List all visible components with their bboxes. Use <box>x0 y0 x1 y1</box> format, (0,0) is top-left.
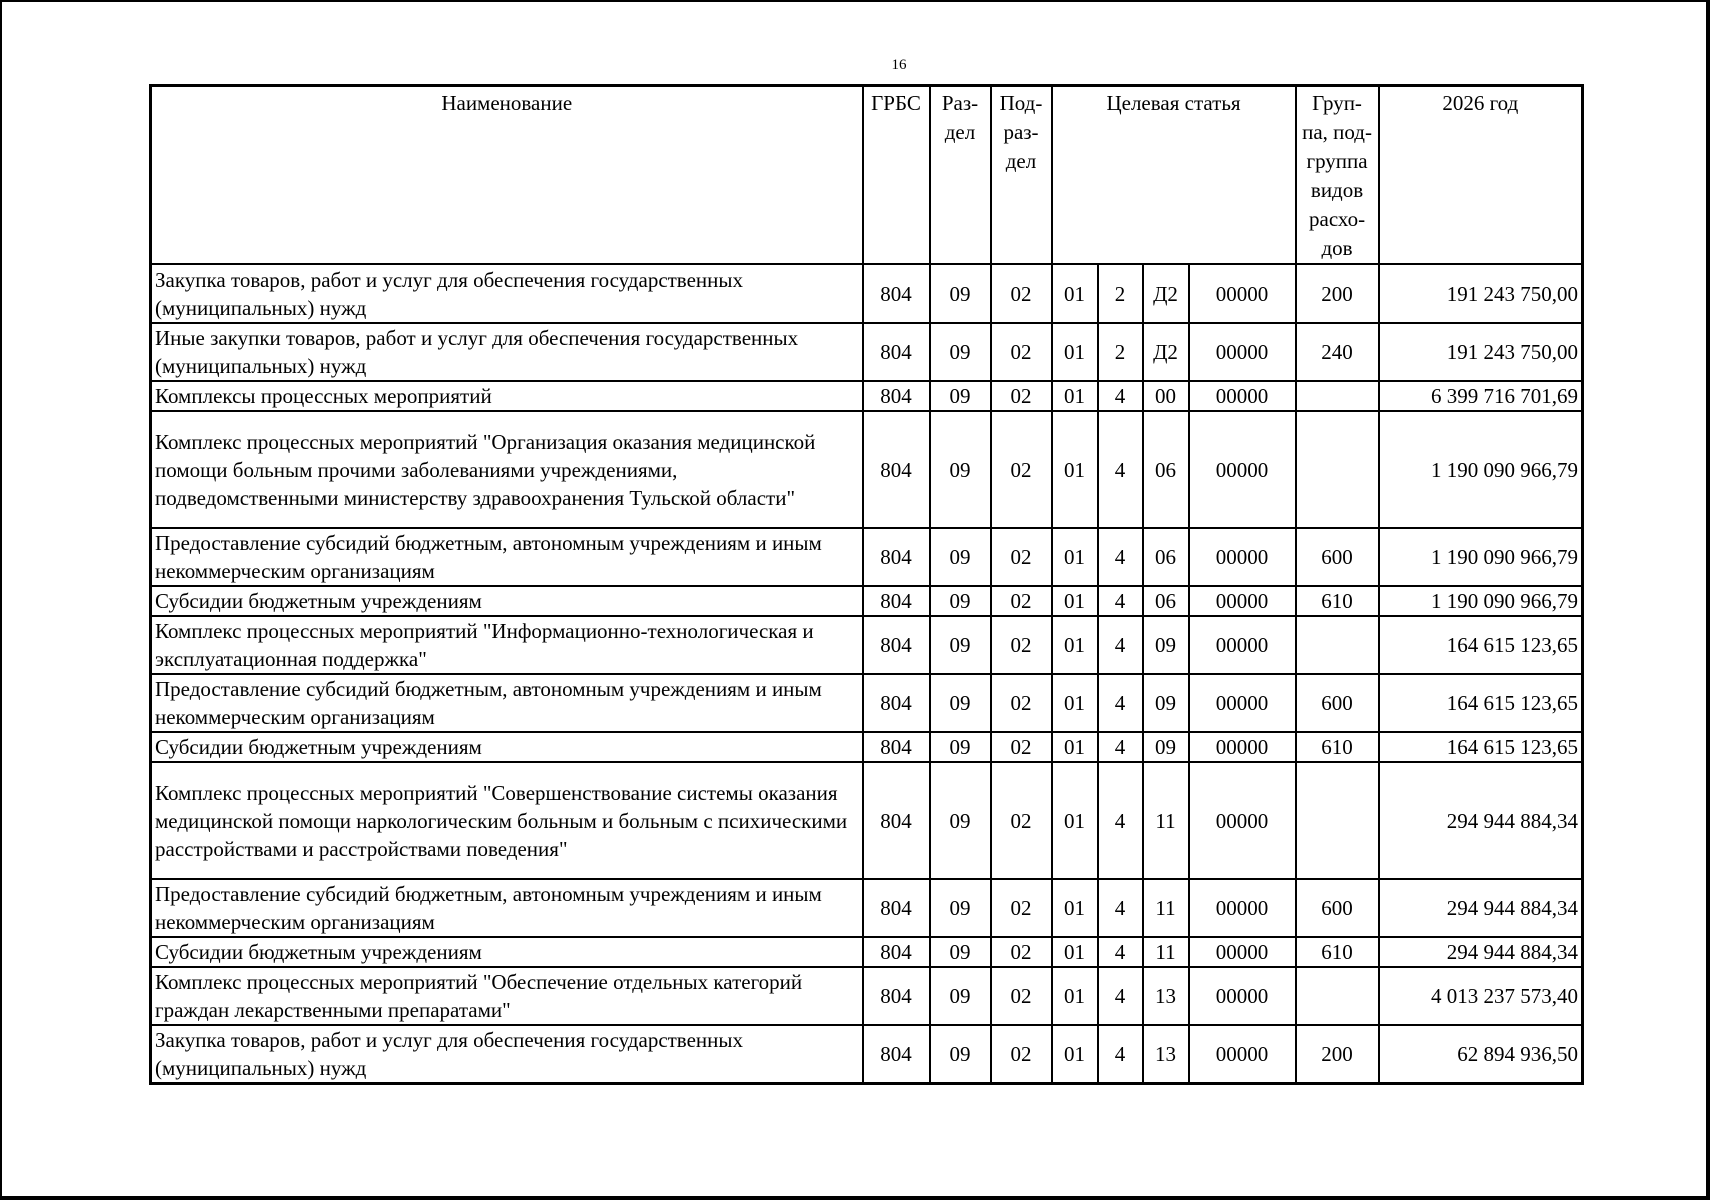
row-razdel: 09 <box>930 1025 991 1084</box>
row-expense-group: 600 <box>1296 879 1379 937</box>
row-target-program: 01 <box>1052 762 1098 879</box>
row-razdel: 09 <box>930 732 991 762</box>
row-name: Предоставление субсидий бюджетным, автономным учреждениям и иным некоммерческим организациям <box>151 879 863 937</box>
table-row <box>151 381 1583 411</box>
row-grbs: 804 <box>863 732 930 762</box>
row-amount: 1 190 090 966,79 <box>1379 411 1583 528</box>
row-target-type: 4 <box>1098 937 1143 967</box>
table-row <box>151 674 1583 732</box>
row-target-program: 01 <box>1052 264 1098 323</box>
row-razdel: 09 <box>930 411 991 528</box>
row-podrazdel: 02 <box>991 528 1052 586</box>
row-target-structure: 06 <box>1143 586 1189 616</box>
row-podrazdel: 02 <box>991 616 1052 674</box>
row-amount: 164 615 123,65 <box>1379 674 1583 732</box>
row-razdel: 09 <box>930 323 991 381</box>
row-amount: 191 243 750,00 <box>1379 323 1583 381</box>
scan-border-left <box>0 0 2 1200</box>
row-razdel: 09 <box>930 381 991 411</box>
scan-border-top <box>0 0 1710 2</box>
row-name: Комплексы процессных мероприятий <box>151 381 863 411</box>
row-podrazdel: 02 <box>991 762 1052 879</box>
budget-table <box>149 84 1584 1085</box>
row-grbs: 804 <box>863 586 930 616</box>
row-target-type: 4 <box>1098 879 1143 937</box>
row-expense-group <box>1296 762 1379 879</box>
row-name: Субсидии бюджетным учреждениям <box>151 937 863 967</box>
row-target-program: 01 <box>1052 411 1098 528</box>
row-razdel: 09 <box>930 967 991 1025</box>
table-row <box>151 264 1583 323</box>
header-target-article: Целевая статья <box>1052 86 1296 265</box>
row-target-structure: 00 <box>1143 381 1189 411</box>
row-amount: 164 615 123,65 <box>1379 732 1583 762</box>
row-target-program: 01 <box>1052 586 1098 616</box>
row-grbs: 804 <box>863 264 930 323</box>
row-target-type: 4 <box>1098 967 1143 1025</box>
row-target-direction: 00000 <box>1189 674 1296 732</box>
row-target-direction: 00000 <box>1189 1025 1296 1084</box>
row-expense-group: 240 <box>1296 323 1379 381</box>
row-target-program: 01 <box>1052 616 1098 674</box>
row-grbs: 804 <box>863 1025 930 1084</box>
row-podrazdel: 02 <box>991 323 1052 381</box>
header-grbs: ГРБС <box>863 86 930 265</box>
row-razdel: 09 <box>930 937 991 967</box>
row-podrazdel: 02 <box>991 967 1052 1025</box>
row-expense-group: 610 <box>1296 937 1379 967</box>
row-target-program: 01 <box>1052 674 1098 732</box>
row-expense-group: 610 <box>1296 732 1379 762</box>
row-name: Комплекс процессных мероприятий "Информационно-технологическая и эксплуатационная поддержка" <box>151 616 863 674</box>
table-header-row <box>151 86 1583 265</box>
row-expense-group: 200 <box>1296 1025 1379 1084</box>
row-target-program: 01 <box>1052 732 1098 762</box>
row-razdel: 09 <box>930 674 991 732</box>
row-grbs: 804 <box>863 762 930 879</box>
row-podrazdel: 02 <box>991 264 1052 323</box>
row-target-direction: 00000 <box>1189 616 1296 674</box>
row-target-direction: 00000 <box>1189 967 1296 1025</box>
row-razdel: 09 <box>930 879 991 937</box>
row-razdel: 09 <box>930 616 991 674</box>
row-grbs: 804 <box>863 937 930 967</box>
row-target-structure: 13 <box>1143 1025 1189 1084</box>
row-target-structure: 06 <box>1143 411 1189 528</box>
row-target-direction: 00000 <box>1189 381 1296 411</box>
row-expense-group: 200 <box>1296 264 1379 323</box>
row-name: Субсидии бюджетным учреждениям <box>151 732 863 762</box>
row-expense-group: 610 <box>1296 586 1379 616</box>
row-target-structure: 13 <box>1143 967 1189 1025</box>
row-target-program: 01 <box>1052 381 1098 411</box>
row-target-direction: 00000 <box>1189 937 1296 967</box>
row-target-type: 4 <box>1098 616 1143 674</box>
row-target-type: 4 <box>1098 762 1143 879</box>
row-amount: 294 944 884,34 <box>1379 937 1583 967</box>
row-target-direction: 00000 <box>1189 879 1296 937</box>
row-podrazdel: 02 <box>991 937 1052 967</box>
table-body <box>151 264 1583 1084</box>
row-name: Комплекс процессных мероприятий "Совершенствование системы оказания медицинской помощи наркологическим больным и больным с психическими расстройствами и расстройствами поведения" <box>151 762 863 879</box>
row-target-direction: 00000 <box>1189 528 1296 586</box>
row-grbs: 804 <box>863 616 930 674</box>
table-row <box>151 1025 1583 1084</box>
row-target-type: 4 <box>1098 674 1143 732</box>
row-grbs: 804 <box>863 967 930 1025</box>
row-grbs: 804 <box>863 674 930 732</box>
row-target-program: 01 <box>1052 1025 1098 1084</box>
row-grbs: 804 <box>863 381 930 411</box>
row-expense-group <box>1296 381 1379 411</box>
row-podrazdel: 02 <box>991 1025 1052 1084</box>
row-razdel: 09 <box>930 528 991 586</box>
table-row <box>151 411 1583 528</box>
row-target-type: 4 <box>1098 381 1143 411</box>
row-name: Иные закупки товаров, работ и услуг для обеспечения государственных (муниципальных) нужд <box>151 323 863 381</box>
table-row <box>151 879 1583 937</box>
row-expense-group: 600 <box>1296 674 1379 732</box>
header-podrazdel: Под- раз- дел <box>991 86 1052 265</box>
table-row <box>151 937 1583 967</box>
row-target-structure: 11 <box>1143 937 1189 967</box>
row-grbs: 804 <box>863 411 930 528</box>
scan-border-bottom <box>0 1196 1710 1200</box>
row-expense-group <box>1296 411 1379 528</box>
row-grbs: 804 <box>863 323 930 381</box>
row-target-type: 2 <box>1098 323 1143 381</box>
table-row <box>151 732 1583 762</box>
header-year: 2026 год <box>1379 86 1583 265</box>
row-target-direction: 00000 <box>1189 323 1296 381</box>
row-amount: 294 944 884,34 <box>1379 762 1583 879</box>
row-target-type: 4 <box>1098 586 1143 616</box>
table-row <box>151 586 1583 616</box>
row-target-structure: Д2 <box>1143 323 1189 381</box>
row-amount: 1 190 090 966,79 <box>1379 586 1583 616</box>
row-name: Субсидии бюджетным учреждениям <box>151 586 863 616</box>
row-target-structure: 09 <box>1143 616 1189 674</box>
row-name: Закупка товаров, работ и услуг для обеспечения государственных (муниципальных) нужд <box>151 1025 863 1084</box>
row-grbs: 804 <box>863 879 930 937</box>
table-row <box>151 323 1583 381</box>
row-target-direction: 00000 <box>1189 732 1296 762</box>
row-target-direction: 00000 <box>1189 264 1296 323</box>
row-target-type: 2 <box>1098 264 1143 323</box>
row-target-direction: 00000 <box>1189 586 1296 616</box>
row-amount: 4 013 237 573,40 <box>1379 967 1583 1025</box>
row-target-type: 4 <box>1098 411 1143 528</box>
row-amount: 191 243 750,00 <box>1379 264 1583 323</box>
row-target-program: 01 <box>1052 323 1098 381</box>
scan-border-right <box>1706 0 1710 1200</box>
page-number: 16 <box>891 57 907 73</box>
row-podrazdel: 02 <box>991 411 1052 528</box>
row-razdel: 09 <box>930 586 991 616</box>
row-grbs: 804 <box>863 528 930 586</box>
table-row <box>151 967 1583 1025</box>
row-expense-group <box>1296 967 1379 1025</box>
header-razdel: Раз- дел <box>930 86 991 265</box>
row-podrazdel: 02 <box>991 732 1052 762</box>
row-target-direction: 00000 <box>1189 762 1296 879</box>
row-razdel: 09 <box>930 264 991 323</box>
row-target-structure: 09 <box>1143 674 1189 732</box>
row-target-structure: 06 <box>1143 528 1189 586</box>
row-name: Предоставление субсидий бюджетным, автономным учреждениям и иным некоммерческим организациям <box>151 674 863 732</box>
row-amount: 6 399 716 701,69 <box>1379 381 1583 411</box>
row-name: Комплекс процессных мероприятий "Организация оказания медицинской помощи больным прочими заболеваниями учреждениями, подведомственными министерству здравоохранения Тульской области" <box>151 411 863 528</box>
row-expense-group <box>1296 616 1379 674</box>
row-amount: 164 615 123,65 <box>1379 616 1583 674</box>
row-podrazdel: 02 <box>991 879 1052 937</box>
row-amount: 1 190 090 966,79 <box>1379 528 1583 586</box>
table-row <box>151 616 1583 674</box>
row-name: Закупка товаров, работ и услуг для обеспечения государственных (муниципальных) нужд <box>151 264 863 323</box>
row-target-structure: 09 <box>1143 732 1189 762</box>
row-target-program: 01 <box>1052 528 1098 586</box>
table-row <box>151 762 1583 879</box>
row-target-program: 01 <box>1052 937 1098 967</box>
row-target-structure: 11 <box>1143 879 1189 937</box>
row-target-structure: Д2 <box>1143 264 1189 323</box>
row-amount: 294 944 884,34 <box>1379 879 1583 937</box>
row-podrazdel: 02 <box>991 586 1052 616</box>
header-name: Наименование <box>151 86 863 265</box>
row-name: Предоставление субсидий бюджетным, автономным учреждениям и иным некоммерческим организациям <box>151 528 863 586</box>
row-target-structure: 11 <box>1143 762 1189 879</box>
row-target-program: 01 <box>1052 879 1098 937</box>
row-expense-group: 600 <box>1296 528 1379 586</box>
row-podrazdel: 02 <box>991 674 1052 732</box>
row-name: Комплекс процессных мероприятий "Обеспечение отдельных категорий граждан лекарственными препаратами" <box>151 967 863 1025</box>
row-target-type: 4 <box>1098 732 1143 762</box>
row-target-program: 01 <box>1052 967 1098 1025</box>
row-razdel: 09 <box>930 762 991 879</box>
table-row <box>151 528 1583 586</box>
row-podrazdel: 02 <box>991 381 1052 411</box>
row-target-type: 4 <box>1098 528 1143 586</box>
header-expense-group: Груп- па, под- группа видов расхо- дов <box>1296 86 1379 265</box>
row-target-direction: 00000 <box>1189 411 1296 528</box>
row-amount: 62 894 936,50 <box>1379 1025 1583 1084</box>
row-target-type: 4 <box>1098 1025 1143 1084</box>
